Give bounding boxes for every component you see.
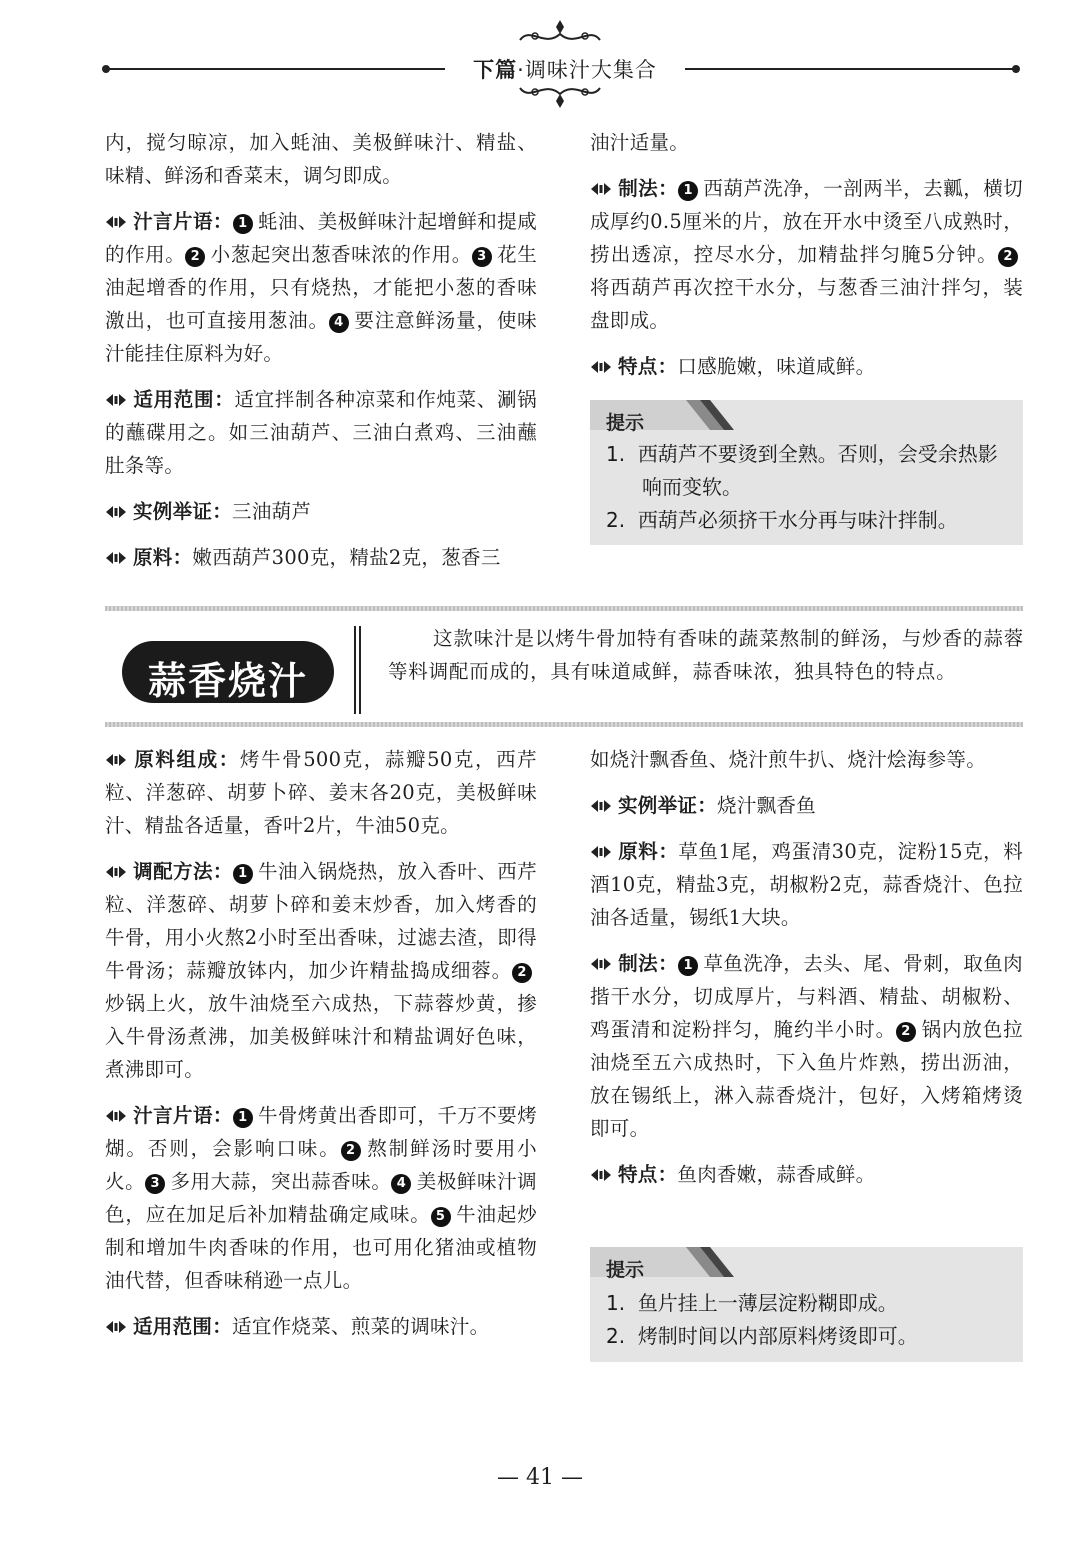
tip-item: 牛骨烤黄出香即可，千万不要烤煳。否则，会影响口味。 bbox=[105, 1104, 537, 1160]
tip-list-item bbox=[606, 1287, 1011, 1320]
tips-label: 汁言片语： bbox=[133, 210, 233, 233]
circled-number-1-icon: 1 bbox=[233, 214, 253, 234]
method-paragraph bbox=[590, 947, 1023, 1145]
continued-text: 内，搅匀晾凉，加入蚝油、美极鲜味汁、精盐、味精、鲜汤和香菜末，调匀即成。 bbox=[105, 131, 537, 187]
method-step: 锅内放色拉油烧至五六成热时，下入鱼片炸熟，捞出沥油，放在锡纸上，淋入蒜香烧汁，包好，入烤箱烤烫即可。 bbox=[590, 1018, 1023, 1140]
circled-number-2-icon: 2 bbox=[998, 247, 1018, 267]
diamond-bullet-icon bbox=[105, 393, 127, 407]
circled-number-2-icon: 2 bbox=[185, 247, 205, 267]
diamond-bullet-icon bbox=[590, 957, 612, 971]
tip-text: 西葫芦必须挤干水分再与味汁拌制。 bbox=[637, 508, 958, 532]
scope-label: 适用范围： bbox=[133, 388, 235, 411]
rule-dot-right bbox=[1012, 65, 1020, 73]
composition-text: 烤牛骨500克，蒜瓣50克，西芹粒、洋葱碎、胡萝卜碎、姜末各20克，美极鲜味汁、精盐各适量，香叶2片，牛油50克。 bbox=[105, 748, 537, 837]
tip-item: 熬制鲜汤时要用小火。 bbox=[105, 1137, 537, 1193]
circled-number-1-icon: 1 bbox=[678, 956, 698, 976]
tip-item: 多用大蒜，突出蒜香味。 bbox=[170, 1170, 392, 1193]
ornament-bottom-icon bbox=[515, 80, 605, 110]
tips-paragraph bbox=[105, 205, 537, 370]
circled-number-4-icon: 4 bbox=[391, 1174, 411, 1194]
material-label: 原料： bbox=[133, 546, 193, 569]
tip-number: 1. bbox=[606, 442, 626, 466]
diamond-bullet-icon bbox=[590, 799, 612, 813]
example-text: 烧汁飘香鱼 bbox=[717, 794, 817, 817]
tip-item: 小葱起突出葱香味浓的作用。 bbox=[210, 243, 472, 266]
bottom-left-column bbox=[105, 743, 537, 1356]
tip-item: 蚝油、美极鲜味汁起增鲜和提咸的作用。 bbox=[105, 210, 537, 266]
continued-text: 如烧汁飘香鱼、烧汁煎牛扒、烧汁烩海参等。 bbox=[590, 748, 987, 771]
diamond-bullet-icon bbox=[105, 215, 127, 229]
circled-number-2-icon: 2 bbox=[896, 1022, 916, 1042]
diamond-bullet-icon bbox=[105, 865, 127, 879]
section-title: 蒜香烧汁 bbox=[147, 659, 308, 703]
example-label: 实例举证： bbox=[618, 794, 718, 817]
tips-paragraph bbox=[105, 1099, 537, 1297]
tip-list bbox=[606, 438, 1011, 537]
section-divider-bottom bbox=[105, 722, 1023, 727]
feature-text: 鱼肉香嫩，蒜香咸鲜。 bbox=[677, 1163, 876, 1186]
tip-item: 要注意鲜汤量，使味汁能挂住原料为好。 bbox=[105, 309, 537, 365]
method-step: 西葫芦洗净，一剖两半，去瓤，横切成厚约0.5厘米的片，放在开水中烫至八成熟时，捞出透凉，控尽水分，加精盐拌匀腌5分钟。 bbox=[590, 177, 1023, 266]
circled-number-3-icon: 3 bbox=[472, 247, 492, 267]
header-rule-left bbox=[105, 68, 445, 70]
diamond-bullet-icon bbox=[590, 182, 612, 196]
feature-paragraph bbox=[590, 1158, 1023, 1191]
section-title-bar bbox=[354, 626, 361, 714]
composition-paragraph bbox=[105, 743, 537, 842]
feature-text: 口感脆嫩，味道咸鲜。 bbox=[677, 355, 876, 378]
scope-text: 适宜拌制各种凉菜和作炖菜、涮锅的蘸碟用之。如三油葫芦、三油白煮鸡、三油蘸肚条等。 bbox=[105, 388, 537, 477]
scope-paragraph bbox=[105, 1310, 537, 1343]
header-part: 下篇 bbox=[473, 58, 518, 82]
tip-list bbox=[606, 1287, 1011, 1353]
diamond-bullet-icon bbox=[105, 753, 127, 767]
example-paragraph bbox=[590, 789, 1023, 822]
section-intro: 这款味汁是以烤牛骨加特有香味的蔬菜熬制的鲜汤，与炒香的蒜蓉等料调配而成的，具有味道咸鲜，蒜香味浓，独具特色的特点。 bbox=[388, 627, 1024, 683]
tip-label: 提示 bbox=[606, 412, 645, 434]
circled-number-4-icon: 4 bbox=[329, 313, 349, 333]
material-label: 原料： bbox=[618, 840, 679, 863]
tip-text: 西葫芦不要烫到全熟。否则，会受余热影响而变软。 bbox=[637, 442, 998, 499]
tip-box bbox=[590, 1247, 1023, 1362]
diamond-bullet-icon bbox=[590, 1168, 612, 1182]
scope-paragraph bbox=[105, 383, 537, 482]
diamond-bullet-icon bbox=[105, 1109, 127, 1123]
material-text: 嫩西葫芦300克，精盐2克，葱香三 bbox=[192, 546, 501, 569]
example-paragraph bbox=[105, 495, 537, 528]
page-number: — 41 — bbox=[497, 1465, 583, 1490]
circled-number-2-icon: 2 bbox=[512, 963, 532, 983]
material-paragraph bbox=[590, 835, 1023, 934]
tip-item: 牛油起炒制和增加牛肉香味的作用，也可用化猪油或植物油代替，但香味稍逊一点儿。 bbox=[105, 1203, 537, 1292]
running-header bbox=[0, 0, 1080, 110]
method-step: 将西葫芦再次控干水分，与葱香三油汁拌匀，装盘即成。 bbox=[590, 276, 1023, 332]
diamond-bullet-icon bbox=[105, 551, 127, 565]
tip-text: 鱼片挂上一薄层淀粉糊即成。 bbox=[637, 1291, 898, 1315]
tip-label: 提示 bbox=[606, 1259, 645, 1281]
tip-box bbox=[590, 400, 1023, 545]
method-label: 制法： bbox=[618, 177, 679, 200]
section-divider-top bbox=[105, 606, 1023, 611]
tip-list-item bbox=[606, 1320, 1011, 1353]
diamond-bullet-icon bbox=[105, 1320, 127, 1334]
tip-number: 2. bbox=[606, 1324, 626, 1348]
continued-text: 油汁适量。 bbox=[590, 131, 690, 154]
circled-number-1-icon: 1 bbox=[233, 864, 253, 884]
tip-list-item bbox=[606, 438, 1011, 504]
header-section: 调味汁大集合 bbox=[524, 58, 657, 82]
material-text: 草鱼1尾，鸡蛋清30克，淀粉15克，料酒10克，精盐3克，胡椒粉2克，蒜香烧汁、色拉油各适量，锡纸1大块。 bbox=[590, 840, 1023, 929]
tip-list-item bbox=[606, 504, 1011, 537]
tip-item: 美极鲜味汁调色，应在加足后补加精盐确定咸味。 bbox=[105, 1170, 537, 1226]
material-paragraph bbox=[105, 541, 537, 574]
tips-label: 汁言片语： bbox=[133, 1104, 233, 1127]
diamond-bullet-icon bbox=[590, 360, 612, 374]
feature-label: 特点： bbox=[618, 355, 678, 378]
tip-number: 2. bbox=[606, 508, 626, 532]
top-left-column bbox=[105, 126, 537, 587]
example-label: 实例举证： bbox=[133, 500, 233, 523]
circled-number-1-icon: 1 bbox=[678, 181, 698, 201]
header-rule-right bbox=[685, 68, 1015, 70]
preparation-step: 牛油入锅烧热，放入香叶、西芹粒、洋葱碎、胡萝卜碎和姜末炒香，加入烤香的牛骨，用小火熬2小时至出香味，过滤去渣，即得牛骨汤；蒜瓣放钵内，加少许精盐捣成细蓉。 bbox=[105, 860, 537, 982]
feature-label: 特点： bbox=[618, 1163, 678, 1186]
section-title-badge bbox=[122, 641, 334, 703]
preparation-step: 炒锅上火，放牛油烧至六成热，下蒜蓉炒黄，掺入牛骨汤煮沸，加美极鲜味汁和精盐调好色味，煮沸即可。 bbox=[105, 992, 537, 1081]
preparation-paragraph bbox=[105, 855, 537, 1086]
method-step: 草鱼洗净，去头、尾、骨刺，取鱼肉揩干水分，切成厚片，与料酒、精盐、胡椒粉、鸡蛋清和淀粉拌匀，腌约半小时。 bbox=[590, 952, 1023, 1041]
header-separator: · bbox=[517, 58, 525, 82]
composition-label: 原料组成： bbox=[133, 748, 240, 771]
tip-item: 花生油起增香的作用，只有烧热，才能把小葱的香味激出，也可直接用葱油。 bbox=[105, 243, 537, 332]
diamond-bullet-icon bbox=[105, 505, 127, 519]
feature-paragraph bbox=[590, 350, 1023, 383]
preparation-label: 调配方法： bbox=[133, 860, 233, 883]
bottom-right-column bbox=[590, 743, 1023, 1204]
tip-text: 烤制时间以内部原料烤烫即可。 bbox=[637, 1324, 918, 1348]
method-paragraph bbox=[590, 172, 1023, 337]
method-label: 制法： bbox=[618, 952, 679, 975]
scope-label: 适用范围： bbox=[133, 1315, 233, 1338]
tip-number: 1. bbox=[606, 1291, 626, 1315]
diamond-bullet-icon bbox=[590, 845, 612, 859]
circled-number-1-icon: 1 bbox=[233, 1108, 253, 1128]
circled-number-5-icon: 5 bbox=[431, 1207, 451, 1227]
scope-text: 适宜作烧菜、煎菜的调味汁。 bbox=[232, 1315, 490, 1338]
top-right-column bbox=[590, 126, 1023, 396]
example-text: 三油葫芦 bbox=[232, 500, 312, 523]
circled-number-2-icon: 2 bbox=[341, 1141, 361, 1161]
circled-number-3-icon: 3 bbox=[145, 1174, 165, 1194]
ornament-top-icon bbox=[515, 18, 605, 50]
